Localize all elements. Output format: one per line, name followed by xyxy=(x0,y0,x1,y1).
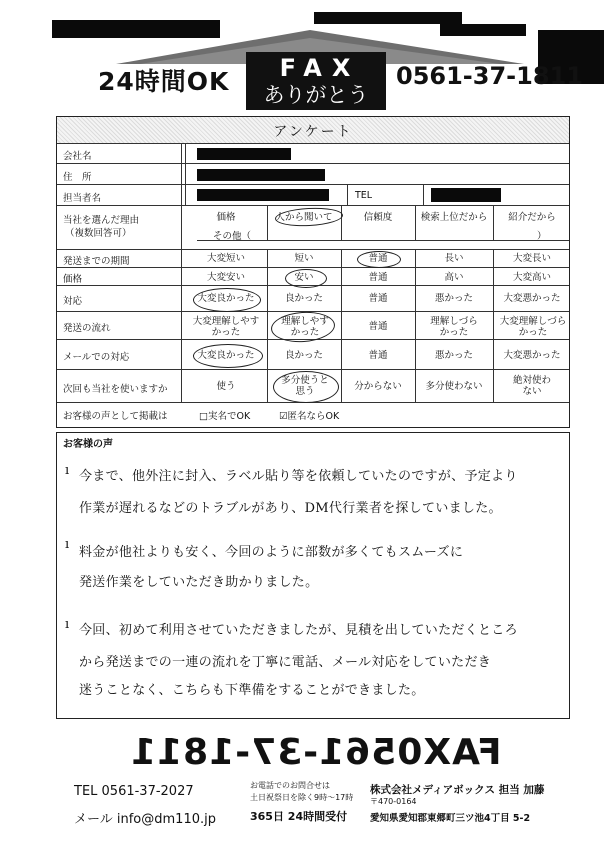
comment-line: 作業が遅れるなどのトラブルがあり、DM代行業者を探していました。 xyxy=(79,501,502,516)
label-publish: お客様の声として掲載は xyxy=(63,411,168,422)
reason-other: その他（ xyxy=(213,231,252,242)
email-option: 大変良かった xyxy=(197,350,255,361)
label-delivery-period: 発送までの期間 xyxy=(63,256,130,267)
email-option: 普通 xyxy=(368,350,388,361)
next-option: 多分使わない xyxy=(425,381,483,392)
flow-option: 理解しやすかった xyxy=(281,316,329,338)
period-option: 大変短い xyxy=(206,253,245,264)
open-hours-badge: 24時間OK xyxy=(98,67,230,96)
bullet-mark: ı xyxy=(65,463,70,478)
mirrored-fax-number: FAX0561-37-1811 xyxy=(130,732,502,773)
response-option: 悪かった xyxy=(434,293,473,304)
email-option: 悪かった xyxy=(434,350,473,361)
footer-reception: 365日 24時間受付 xyxy=(250,810,348,823)
fax-thanks-box xyxy=(246,52,386,110)
reason-option: 信頼度 xyxy=(363,212,393,223)
redaction-contact xyxy=(197,189,329,201)
price-option: 高い xyxy=(444,272,464,283)
comment-line: 迷うことなく、こちらも下準備をすることができました。 xyxy=(79,683,425,698)
selected-circle xyxy=(275,206,344,228)
label-response: 対応 xyxy=(63,296,83,307)
label-price: 価格 xyxy=(63,274,83,285)
selected-circle xyxy=(285,269,327,288)
comments-title: お客様の声 xyxy=(63,439,113,450)
next-option: 使う xyxy=(216,381,236,392)
flow-option: 普通 xyxy=(368,321,388,332)
next-option: 多分使うと思う xyxy=(281,375,329,397)
email-option: 大変悪かった xyxy=(503,350,561,361)
next-option: 分からない xyxy=(354,381,402,392)
next-option: 絶対使わない xyxy=(513,375,552,397)
thanks-label: ありがとう xyxy=(263,83,369,107)
comment-line: 今まで、他外注に封入、ラベル貼り等を依頼していたのですが、予定より xyxy=(79,469,518,484)
price-option: 大変安い xyxy=(206,272,245,283)
period-option: 普通 xyxy=(368,253,388,264)
publish-real-name: □実名でOK xyxy=(199,411,251,422)
response-option: 普通 xyxy=(368,293,388,304)
period-option: 大変長い xyxy=(512,253,551,264)
response-option: 大変悪かった xyxy=(503,293,561,304)
label-email: メールでの対応 xyxy=(63,352,130,363)
bullet-mark: ı xyxy=(65,617,70,632)
header-phone: 0561-37-1811 xyxy=(396,62,583,90)
label-contact: 担当者名 xyxy=(63,193,102,204)
label-company: 会社名 xyxy=(63,151,92,162)
label-flow: 発送の流れ xyxy=(63,323,111,334)
price-option: 大変高い xyxy=(512,272,551,283)
comment-line: から発送までの一連の流れを丁寧に電話、メール対応をしていただき xyxy=(79,655,492,670)
footer-note-1: お電話でのお問合せは xyxy=(250,781,330,790)
price-option: 安い xyxy=(294,272,314,283)
redaction-address xyxy=(197,169,325,181)
comment-line: 料金が他社よりも安く、今回のように部数が多くてもスムーズに xyxy=(79,545,464,560)
reason-option: 価格 xyxy=(216,212,236,223)
email-option: 良かった xyxy=(284,350,323,361)
selected-circle xyxy=(357,251,401,268)
selected-circle xyxy=(273,371,339,403)
survey-table xyxy=(56,116,570,428)
publish-anonymous: ☑匿名ならOK xyxy=(279,411,340,422)
footer-tel: TEL 0561-37-2027 xyxy=(74,784,194,799)
label-next: 次回も当社を使いますか xyxy=(63,384,168,395)
reason-option: 人から聞いて xyxy=(275,212,333,223)
period-option: 長い xyxy=(444,253,464,264)
label-reason-note: （複数回答可） xyxy=(65,228,132,239)
footer-company: 株式会社メディアボックス 担当 加藤 xyxy=(370,784,545,796)
customer-comments-box xyxy=(56,432,570,719)
period-option: 短い xyxy=(294,253,314,264)
survey-title: アンケート xyxy=(273,124,353,140)
label-address: 住 所 xyxy=(63,172,92,183)
reason-other-close: ） xyxy=(537,231,547,242)
flow-option: 大変理解しやすかった xyxy=(192,316,260,338)
price-option: 普通 xyxy=(368,272,388,283)
response-option: 大変良かった xyxy=(197,293,255,304)
flow-option: 大変理解しづらかった xyxy=(499,316,567,338)
redaction-company xyxy=(197,148,291,160)
response-option: 良かった xyxy=(284,293,323,304)
footer-note-2: 土日祝祭日を除く9時〜17時 xyxy=(250,793,354,802)
footer-mail: メール info@dm110.jp xyxy=(74,812,216,827)
flow-option: 理解しづらかった xyxy=(430,316,478,338)
selected-circle xyxy=(193,344,263,368)
reason-option: 紹介だから xyxy=(508,212,556,223)
selected-circle xyxy=(193,288,261,312)
reason-option: 検索上位だから xyxy=(420,212,488,223)
redaction-tel xyxy=(431,188,501,202)
bullet-mark: ı xyxy=(65,537,70,552)
fax-label: FAX xyxy=(279,54,361,82)
comment-line: 今回、初めて利用させていただきましたが、見積を出していただくところ xyxy=(79,623,518,638)
label-reason: 当社を選んだ理由 xyxy=(63,215,140,226)
comment-line: 発送作業をしていただき助かりました。 xyxy=(79,575,319,590)
label-tel: TEL xyxy=(355,190,373,201)
footer-address: 愛知県愛知郡東郷町三ツ池4丁目 5-2 xyxy=(370,813,531,824)
footer-zip: 〒470-0164 xyxy=(370,797,417,806)
